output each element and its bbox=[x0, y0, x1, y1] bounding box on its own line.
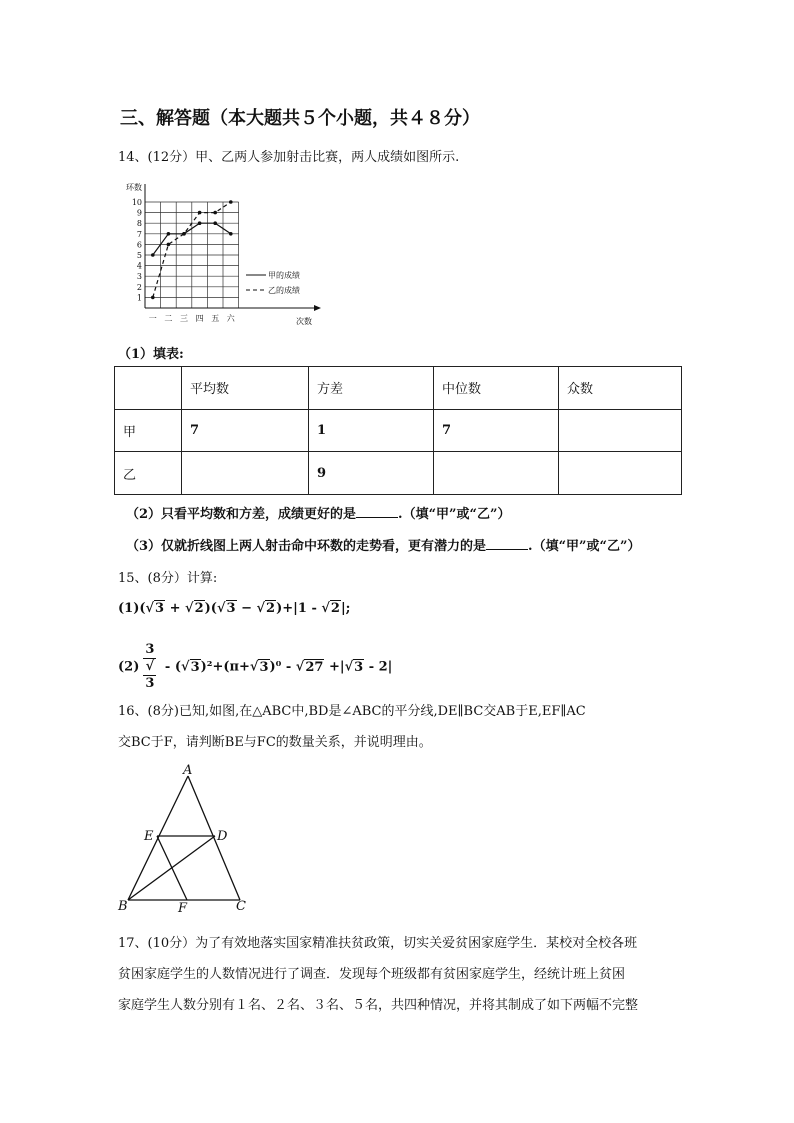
q15-expression-2 bbox=[118, 642, 392, 692]
expr-text: )+|1 - bbox=[276, 601, 322, 616]
side-ac bbox=[188, 776, 240, 900]
y-tick-label: 5 bbox=[136, 251, 142, 260]
vertex-label-a: A bbox=[183, 763, 193, 778]
vertex-label-b: B bbox=[118, 899, 128, 914]
expr-text: − bbox=[236, 601, 257, 616]
part2-text: （2）只看平均数和方差，成绩更好的是 bbox=[126, 507, 357, 522]
sqrt-radicand: 2 bbox=[266, 601, 276, 616]
sqrt-sign: √ bbox=[256, 601, 266, 616]
q14-fill-table bbox=[114, 366, 682, 495]
q14-line-chart bbox=[118, 178, 328, 330]
table-cell: 乙 bbox=[115, 452, 182, 495]
table-cell: 7 bbox=[434, 409, 559, 452]
q16-stem-line-2: 交BC于F，请判断BE与FC的数量关系，并说明理由。 bbox=[118, 735, 432, 750]
y-tick-label: 7 bbox=[136, 229, 142, 239]
sqrt-sign: √ bbox=[216, 601, 226, 616]
table-cell: 9 bbox=[309, 452, 434, 495]
sqrt-radicand: 3 bbox=[145, 676, 155, 691]
q17-stem-line-2: 贫困家庭学生的人数情况进行了调查．发现每个班级都有贫困家庭学生，经统计班上贫困 bbox=[118, 967, 626, 982]
sqrt-sign: √ bbox=[145, 601, 155, 616]
q17-stem-line-3: 家庭学生人数分别有１名、２名、３名、５名，共四种情况，并将其制成了如下两幅不完整 bbox=[118, 998, 639, 1013]
sqrt-sign: √ bbox=[145, 659, 155, 674]
sqrt-sign: √ bbox=[344, 659, 354, 675]
data-point bbox=[229, 232, 233, 236]
table-row bbox=[115, 409, 682, 452]
q14-stem: 14、(12分）甲、乙两人参加射击比赛，两人成绩如图所示. bbox=[118, 150, 460, 165]
table-header-cell: 方差 bbox=[309, 367, 434, 410]
q16-triangle-figure bbox=[112, 760, 262, 920]
data-point bbox=[213, 211, 217, 215]
expr-text: )( bbox=[204, 601, 217, 616]
x-tick-label: 三 bbox=[180, 314, 188, 323]
data-point bbox=[229, 200, 233, 204]
sqrt-sign: √ bbox=[185, 601, 194, 616]
expr-text: - ( bbox=[160, 659, 182, 675]
sqrt-sign: √ bbox=[321, 601, 330, 616]
x-axis-label: 次数 bbox=[296, 317, 312, 326]
table-cell[interactable] bbox=[559, 452, 682, 495]
table-cell[interactable] bbox=[182, 452, 309, 495]
sqrt-radicand: 2 bbox=[194, 601, 204, 616]
data-point bbox=[182, 232, 186, 236]
vertex-label-c: C bbox=[236, 899, 246, 914]
part3-tail: .（填“甲”或“乙”） bbox=[528, 539, 641, 554]
fraction bbox=[143, 642, 156, 692]
data-point bbox=[167, 232, 171, 236]
table-header-cell bbox=[115, 367, 182, 410]
sqrt-sign: √ bbox=[295, 659, 305, 675]
table-header-cell: 中位数 bbox=[434, 367, 559, 410]
part3-text: （3）仅就折线图上两人射击命中环数的走势看，更有潜力的是 bbox=[126, 539, 487, 554]
expr-text: )⁰ - bbox=[269, 659, 296, 675]
y-tick-label: 4 bbox=[136, 261, 142, 271]
y-tick-label: 6 bbox=[136, 240, 142, 250]
data-point bbox=[213, 221, 217, 225]
sqrt-radicand: 3 bbox=[259, 660, 269, 675]
table-header-cell: 众数 bbox=[559, 367, 682, 410]
x-tick-label: 四 bbox=[195, 314, 204, 323]
sqrt-radicand: 3 bbox=[226, 601, 236, 616]
x-tick-label: 六 bbox=[226, 314, 235, 323]
y-tick-label: 3 bbox=[136, 272, 142, 282]
data-point bbox=[151, 296, 155, 300]
fraction-denominator bbox=[143, 659, 156, 692]
expr-text: )²+(π+ bbox=[200, 659, 250, 675]
table-cell: 甲 bbox=[115, 409, 182, 452]
vertex-label-d: D bbox=[217, 829, 228, 844]
legend-label: 乙的成绩 bbox=[268, 286, 300, 295]
answer-blank[interactable] bbox=[486, 537, 528, 550]
table-header-row bbox=[115, 367, 682, 410]
sqrt-radicand: 3 bbox=[155, 601, 165, 616]
y-tick-label: 10 bbox=[131, 198, 142, 207]
answer-blank[interactable] bbox=[356, 505, 398, 518]
table-header-cell: 平均数 bbox=[182, 367, 309, 410]
q14-part2 bbox=[126, 503, 510, 522]
expr-text: (2) bbox=[118, 659, 140, 675]
table-cell: 1 bbox=[309, 409, 434, 452]
table-cell[interactable] bbox=[559, 409, 682, 452]
legend-label: 甲的成绩 bbox=[268, 271, 300, 280]
y-axis-label: 环数 bbox=[126, 183, 142, 192]
q17-stem-line-1: 17、(10分）为了有效地落实国家精准扶贫政策，切实关爱贫困家庭学生．某校对全校各班 bbox=[118, 936, 638, 951]
data-point bbox=[151, 253, 155, 257]
sqrt-radicand: 27 bbox=[305, 660, 324, 675]
segment-ef bbox=[157, 836, 187, 900]
x-tick-label: 二 bbox=[164, 314, 173, 323]
vertex-label-e: E bbox=[144, 829, 154, 844]
y-tick-label: 1 bbox=[136, 293, 142, 303]
sqrt-radicand: 2 bbox=[330, 601, 340, 616]
y-tick-label: 8 bbox=[136, 219, 142, 229]
data-point bbox=[198, 221, 202, 225]
x-axis-arrow bbox=[314, 305, 321, 311]
data-point bbox=[167, 243, 171, 247]
part2-tail: .（填“甲”或“乙”） bbox=[398, 507, 511, 522]
expr-text: |; bbox=[340, 601, 351, 616]
sqrt-radicand: 3 bbox=[190, 660, 200, 675]
expr-text: + bbox=[165, 601, 186, 616]
fraction-numerator: 3 bbox=[145, 642, 155, 657]
chart-grid bbox=[145, 202, 239, 308]
q15-expression-1 bbox=[118, 600, 350, 616]
q14-part3 bbox=[126, 535, 640, 554]
expr-text: (1)( bbox=[118, 601, 146, 616]
q16-stem-line-1: 16、(8分)已知,如图,在△ABC中,BD是∠ABC的平分线,DE∥BC交AB于E,EF∥AC bbox=[118, 704, 586, 719]
q15-stem: 15、(8分）计算: bbox=[118, 571, 218, 586]
expr-text: +| bbox=[324, 659, 345, 675]
section-title: 三、解答题（本大题共５个小题，共４８分） bbox=[120, 108, 480, 129]
y-tick-label: 9 bbox=[136, 208, 142, 218]
table-cell: 7 bbox=[182, 409, 309, 452]
sqrt-sign: √ bbox=[181, 659, 190, 675]
vertex-label-f: F bbox=[178, 901, 188, 916]
expr-text: - 2| bbox=[364, 659, 393, 675]
y-tick-label: 2 bbox=[136, 282, 142, 292]
table-cell[interactable] bbox=[434, 452, 559, 495]
q14-part1-label: （1）填表: bbox=[118, 347, 184, 362]
data-point bbox=[198, 211, 202, 215]
sqrt-sign: √ bbox=[249, 659, 259, 675]
sqrt-radicand: 3 bbox=[354, 660, 364, 675]
x-tick-label: 一 bbox=[148, 314, 157, 323]
table-row bbox=[115, 452, 682, 495]
x-tick-label: 五 bbox=[211, 314, 220, 323]
